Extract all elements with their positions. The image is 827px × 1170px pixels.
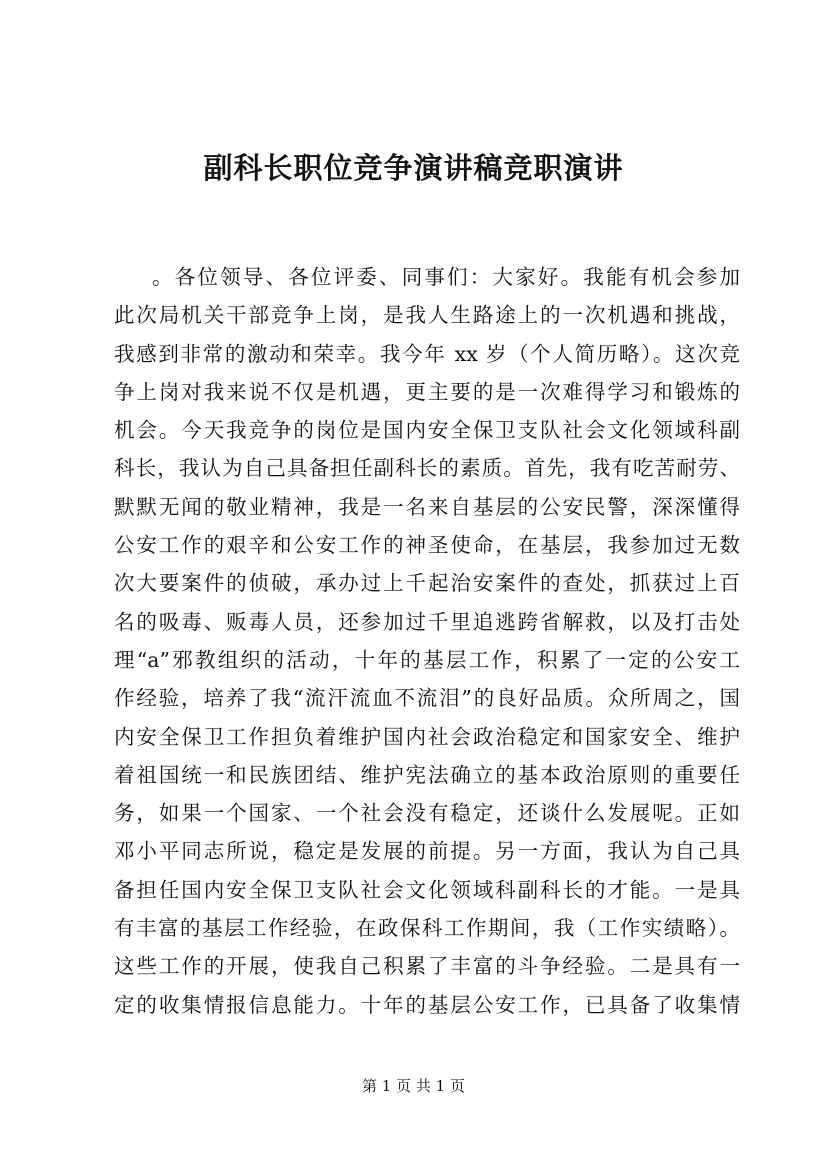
body-line: 备担任国内安全保卫支队社会文化领域科副科长的才能。一是具 — [114, 877, 740, 902]
body-line: 作经验，培养了我“流汗流血不流泪”的良好品质。众所周之，国 — [114, 686, 740, 711]
body-line: 理“a”邪教组织的活动，十年的基层工作，积累了一定的公安工 — [114, 647, 740, 672]
body-line: 有丰富的基层工作经验，在政保科工作期间，我（工作实绩略）。 — [114, 916, 740, 941]
body-line: 定的收集情报信息能力。十年的基层公安工作，已具备了收集情 — [114, 992, 740, 1017]
body-line: 务，如果一个国家、一个社会没有稳定，还谈什么发展呢。正如 — [114, 801, 740, 826]
document-body — [114, 258, 740, 1024]
body-line: 邓小平同志所说，稳定是发展的前提。另一方面，我认为自己具 — [114, 839, 740, 864]
body-line: 默默无闻的敬业精神，我是一名来自基层的公安民警，深深懂得 — [114, 494, 740, 519]
body-line: 此次局机关干部竞争上岗，是我人生路途上的一次机遇和挑战， — [114, 303, 740, 328]
body-line: 科长，我认为自己具备担任副科长的素质。首先，我有吃苦耐劳、 — [114, 456, 740, 481]
page-footer: 第 1 页 共 1 页 — [362, 1077, 465, 1095]
body-line: 机会。今天我竞争的岗位是国内安全保卫支队社会文化领域科副 — [114, 418, 740, 443]
body-line: 名的吸毒、贩毒人员，还参加过千里追逃跨省解救，以及打击处 — [114, 609, 740, 634]
body-line: 次大要案件的侦破，承办过上千起治安案件的查处，抓获过上百 — [114, 571, 740, 596]
body-line: 公安工作的艰辛和公安工作的神圣使命，在基层，我参加过无数 — [114, 533, 740, 558]
body-line: 这些工作的开展，使我自己积累了丰富的斗争经验。二是具有一 — [114, 954, 740, 979]
document-title: 副科长职位竞争演讲稿竞职演讲 — [203, 151, 624, 185]
body-line: 内安全保卫工作担负着维护国内社会政治稳定和国家安全、维护 — [114, 724, 740, 749]
body-line: 争上岗对我来说不仅是机遇，更主要的是一次难得学习和锻炼的 — [114, 379, 740, 404]
body-line: 我感到非常的激动和荣幸。我今年 xx 岁（个人简历略）。这次竞 — [114, 341, 740, 366]
body-line: 着祖国统一和民族团结、维护宪法确立的基本政治原则的重要任 — [114, 762, 740, 787]
body-line: 。各位领导、各位评委、同事们：大家好。我能有机会参加 — [152, 265, 740, 289]
